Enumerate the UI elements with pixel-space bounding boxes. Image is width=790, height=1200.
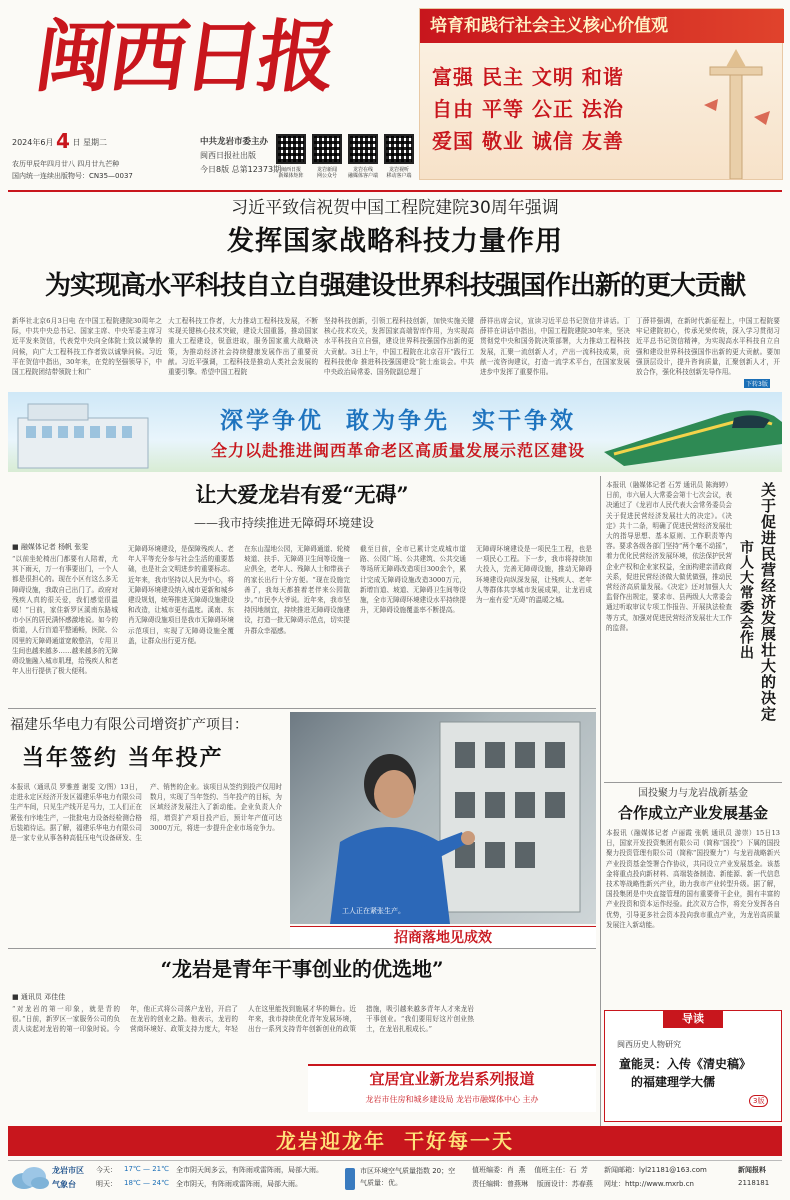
core-values-row-2: 自由 平等 公正 法治: [432, 97, 624, 121]
date-month: 2024年6月: [12, 138, 54, 147]
power-divider: [8, 948, 596, 949]
qr-caption-2: 龙岩新闻 网公众号: [316, 167, 337, 179]
lead-col-3: 坚持科技创新，引领工程科技创新，加快实施关键核心技术攻关，发挥国家高端智库作用，为实现高水平科技自立自强，建设世界科技强国作出新的更大贡献。3日上午，中国工程院在北京召开“践行工程科技使命 推进科技强国建设”院士座谈会。中共中央政治局常委、国务院副总理丁: [324, 317, 474, 377]
youth-story: [8, 952, 596, 1122]
lead-kicker: 习近平致信祝贺中国工程院建院30周年强调: [231, 198, 559, 218]
fund-divider: [604, 782, 782, 783]
qr-code-2[interactable]: [312, 134, 342, 164]
accessible-byline: ■ 融媒体记者 杨帆 张雯: [12, 543, 89, 551]
power-photo-caption: 工人正在紧张生产。: [342, 907, 405, 915]
power-headline: 当年签约 当年投产: [22, 745, 224, 771]
accessible-headline: 让大爱龙岩有爱“无碍”: [195, 482, 409, 507]
power-story: [8, 712, 596, 944]
weather-today-desc: 全市阴天间多云，有阵雨或雷阵雨，局部大雨。: [176, 1166, 323, 1174]
slogan-line-1: 深学争优 敢为争先 实干争效: [219, 408, 577, 434]
npc-decision-kicker: 市人大常委会作出: [738, 540, 754, 660]
qr-code-3[interactable]: [348, 134, 378, 164]
footer-hotline-label: 新闻报料: [738, 1166, 766, 1174]
slogan-banner: [8, 392, 782, 472]
weather-today-label: 今天：: [96, 1166, 117, 1174]
power-photo: [290, 712, 596, 924]
accessible-col-4: 截至目前，全市已累计完成城市道路、公园广场、公共建筑、公共交通等场所无障碍改造项目300余个，累计完成无障碍设施改造3000万元，新增盲道、坡道、无障碍卫生间等设施，全市无障碍环境建设水平持续提升，无障碍设施覆盖率不断提高。: [360, 545, 466, 615]
qr-caption-4: 龙岩视听 移动客户端: [386, 167, 412, 179]
power-body: 本报讯（通讯员 罗雅莲 谢雯 文/图）13日，走进永定区经济开发区福建乐华电力有限公司生产车间，只见生产线开足马力，工人们正在紧张有序地生产，一批批电力设备经检测合格后装箱待运。据了解，福建乐华电力有限公司是一家专业从事各种高低压电气设备研发、生产、销售的企业。该项目从签约到投产仅用时数月，实现了当年签约、当年投产的目标，为区域经济发展注入了新动能。企业负责人介绍，增资扩产项目投产后，预计年产值可达3000万元，将进一步提升企业市场竞争力。: [10, 783, 282, 843]
date-weekday: 日 星期二: [72, 138, 108, 147]
accessible-divider: [8, 708, 596, 709]
lead-col-2: 大工程科技工作者，大力推动工程科技发展，不断实现关键核心技术突破，建设大国重器，推动国家重大工程建设，锐意进取，服务国家重大战略决策，为推动经济社会持续健康发展作出了重要贡献。习近平强调，工程科技是推动人类社会发展的重要引擎。希望中国工程院: [168, 317, 318, 377]
guide-jump[interactable]: 3版: [749, 1095, 768, 1107]
right-column-divider: [600, 476, 601, 1126]
qr-code-1[interactable]: [276, 134, 306, 164]
air-quality-text: 市区环境空气质量指数 20；空气质量：优。: [360, 1167, 456, 1187]
qr-code-4[interactable]: [384, 134, 414, 164]
core-values-row-3: 爱国 敬业 诚信 友善: [432, 129, 624, 153]
npc-decision-body: 本报讯（融媒体记者 石芳 通讯员 陈海婷）日前，市六届人大常委会第十七次会议，表决通过了《龙岩市人民代表大会常务委员会关于促进民营经济发展壮大的决定》。《决定》共十二条，明确了促进民营经济发展壮大的指导思想、基本原则、工作职责等内容。要求各级各部门坚持“两个毫不动摇”，着力优化民营经济发展环境，依法保护民营企业产权和企业家权益，全面构建亲清政商关系，促进民营经济做大做优做强，推动民营经济高质量发展。《决定》还对加强人大监督作出规定，要求市、县两级人大常委会通过听取审议专项工作报告、开展执法检查等方式，加强对促进民营经济发展壮大工作的监督。: [606, 481, 732, 632]
worker-photo-illustration: [290, 712, 596, 924]
date-line: [12, 129, 182, 153]
weather-tomorrow-desc: 全市阴天，有阵雨或雷阵雨，局部大雨。: [176, 1180, 302, 1188]
accessible-col-1: “以前坐轮椅出门都要有人陪着，尤其下雨天，万一有事要出门，一个人都是很担心的。现在小区有这么多无障碍设施，我敢自己出门了。政府对残疾人真的很关爱，我们感觉很温暖！”日前，家住新罗区溪南东路城市小区的居民满怀感激地说。如今的街道，人行盲道平整通畅，医院、公园里的无障碍通道宽敞整洁，专用卫生间也越来越多……越来越多的无障碍设施融入城市肌理，给残疾人和老年人出行提供了极大便利。: [12, 555, 118, 676]
footer-bar: [8, 1160, 782, 1196]
accessible-story: [8, 476, 596, 712]
footer-banner-text: 龙岩迎龙年 干好每一天: [276, 1129, 514, 1153]
youth-headline: “龙岩是青年干事创业的优选地”: [160, 957, 444, 981]
lead-col-4: 薛祥出席会议，宣读习近平总书记贺信并讲话。丁薛祥在讲话中指出，中国工程院建院30年来，坚决贯彻党中央和国务院决策部署，大力推动工程科技发展，汇聚一流创新人才，产出一流科技成果，贡献一流咨询建议，打造一流学术平台，在国家发展进步中发挥了重要作用。: [480, 317, 630, 377]
weather-tomorrow-label: 明天：: [96, 1180, 117, 1188]
lead-headline-1: 发挥国家战略科技力量作用: [227, 226, 563, 257]
lead-headline-2: 为实现高水平科技自立自强建设世界科技强国作出新的更大贡献: [44, 271, 745, 301]
youth-series-banner: 宜居宜业新龙岩系列报道: [369, 1070, 535, 1088]
accessible-col-2: 无障碍环境建设，是保障残疾人、老年人平等充分参与社会生活的重要基础，也是社会文明进步的重要标志。近年来，我市坚持以人民为中心，将无障碍环境建设纳入城市更新和城乡建设规划，统筹推进无障碍设施建设和改造，让城市更有温度。溪南、东肖无障碍设施项目是我市无障碍环境示范项目，实现了无障碍设施全覆盖，让群众出行更方便。: [128, 545, 234, 645]
weather-tomorrow-temp: 18℃ — 24℃: [124, 1179, 169, 1187]
power-kicker: 福建乐华电力有限公司增资扩产项目：: [10, 717, 248, 733]
qr-caption-1: 闽西日报 新媒体矩阵: [278, 167, 304, 179]
core-values-title: 培育和践行社会主义核心价值观: [420, 9, 784, 43]
huabiao-column-icon: [696, 47, 776, 179]
guide-title: 导读: [663, 1010, 723, 1028]
accessible-col-5: 无障碍环境建设是一项民生工程，也是一项民心工程。下一步，我市将持续加大投入，完善无障碍设施，推动无障碍环境建设向纵深发展，让残疾人、老年人等群体共享城市发展成果，让龙岩成为一座有爱“无碍”的温暖之城。: [476, 545, 592, 605]
weather-cloud-icon: [10, 1165, 50, 1191]
footer-banner: [8, 1126, 782, 1156]
lead-col-5: 丁薛祥强调，在新时代新征程上，中国工程院要牢记建院初心，传承光荣传统，深入学习贯彻习近平总书记贺信精神，为实现高水平科技自立自强和建设世界科技强国作出新的更大贡献。要加强顶层设计，提升咨询质量，汇聚创新人才，开放合作，强化科技创新先导作用。: [636, 317, 780, 377]
masthead-logo: 闽西日报: [29, 12, 339, 103]
footer-hotline: 2118181: [738, 1179, 770, 1187]
lead-col-1: 新华社北京6月3日电 在中国工程院建院30周年之际，中共中央总书记、国家主席、中央军委主席习近平发来贺信，代表党中央向全体院士致以诚挚的问候，向广大工程科技工作者致以诚挚问候。习近平在贺信中指出，30年来，在党的坚强领导下，中国工程院团结带领院士和广: [12, 317, 162, 377]
weather-city: 龙岩市区: [52, 1166, 84, 1175]
qr-caption-3: 龙岩在线 融媒体客户端: [347, 167, 378, 179]
lunar-date: 农历甲辰年四月廿八 四月廿九芒种: [12, 160, 120, 168]
guide-kicker: 闽西历史人物研究: [617, 1040, 681, 1049]
core-values-banner: [419, 8, 783, 180]
youth-series-sponsor: 龙岩市住房和城乡建设局 龙岩市融媒体中心 主办: [365, 1095, 539, 1104]
page-count: 今日8版 总第12373期: [200, 165, 282, 174]
guide-headline-1: 童能灵：入传《清史稿》: [619, 1057, 752, 1071]
issue-number: 国内统一连续出版物号：CN35—0037: [12, 172, 133, 180]
masthead: [0, 0, 790, 192]
publisher: 闽西日报社出版: [200, 151, 256, 160]
youth-byline: ■ 通讯员 邓佳佳: [12, 993, 66, 1001]
guide-box[interactable]: [604, 1010, 782, 1122]
sponsor: 中共龙岩市委主办: [200, 137, 269, 147]
fund-body: 本报讯（融媒体记者 卢丽霞 张帆 通讯员 游崇）15日13日，国家开发投资集团有限公司（简称“国投”）下属的国投聚力投资管理有限公司（简称“国投聚力”）与龙岩战略新兴产业投资基金签署合作协议，共同设立产业发展基金。该基金将重点投向新材料、高端装备制造、新能源、新一代信息技术等战略性新兴产业，助力我市产业转型升级。据了解，国投集团是中央直接管理的国有重要骨干企业，拥有丰富的产业投资和资本运作经验。此次双方合作，将充分发挥各自优势，引导更多社会资本投向我市重点产业，为龙岩高质量发展注入新动能。: [606, 829, 780, 929]
date-day: 4: [56, 129, 70, 153]
air-quality-icon: [344, 1167, 356, 1191]
fund-kicker: 国投聚力与龙岩战新基金: [638, 788, 748, 799]
masthead-divider: [8, 190, 782, 192]
npc-decision-title: 关于促进民营经济发展壮大的决定: [759, 482, 777, 722]
footer-editors-1: 值班编委：肖 燕 值班主任：石 芳: [472, 1166, 588, 1174]
slogan-line-2: 全力以赴推进闽西革命老区高质量发展示范区建设: [210, 441, 585, 460]
lead-jump-link[interactable]: 下转3版: [746, 381, 768, 388]
footer-email[interactable]: 新闻邮箱：lyl21181@163.com: [604, 1166, 707, 1174]
youth-body: “对龙岩的第一印象，就是青的很。”日前，新罗区一家服务公司的负责人谈起对龙岩的第一印象时说。今年，他正式将公司落户龙岩，开启了在龙岩的创业之路。他表示，龙岩的营商环境好、政策支持力度大，年轻人在这里能找到施展才华的舞台。近年来，我市持续优化青年发展环境，出台一系列支持青年创新创业的政策措施，吸引越来越多青年人才来龙岩干事创业。“我们要用好这片创业热土，在龙岩扎根成长。”: [12, 1005, 474, 1034]
fund-headline: 合作成立产业发展基金: [617, 804, 768, 822]
power-section-banner: 招商落地见成效: [290, 926, 596, 948]
footer-editors-2: 责任编辑：曾燕琳 版面设计：苏春燕: [472, 1180, 593, 1188]
guide-headline-2: 的福建理学大儒: [631, 1075, 716, 1089]
youth-series-banner-box: [308, 1064, 596, 1112]
accessible-col-3: 在东山湿地公园，无障碍通道、轮椅坡道、扶手、无障碍卫生间等设施一应俱全，老年人、残障人士和带孩子的家长出行十分方便。“现在设施完善了，我每天都推着老伴来公园散步。”市民李大爷说。近年来，我市坚持因地制宜，持续推进无障碍设施建设，打造一批无障碍示范点，切实提升群众幸福感。: [244, 545, 350, 635]
footer-website[interactable]: 网址：http://www.mxrb.cn: [604, 1180, 694, 1188]
accessible-subhead: ——我市持续推进无障碍环境建设: [194, 516, 375, 530]
weather-station: 气象台: [52, 1180, 76, 1189]
core-values-row-1: 富强 民主 文明 和谐: [432, 65, 624, 89]
weather-today-temp: 17℃ — 21℃: [124, 1165, 169, 1173]
